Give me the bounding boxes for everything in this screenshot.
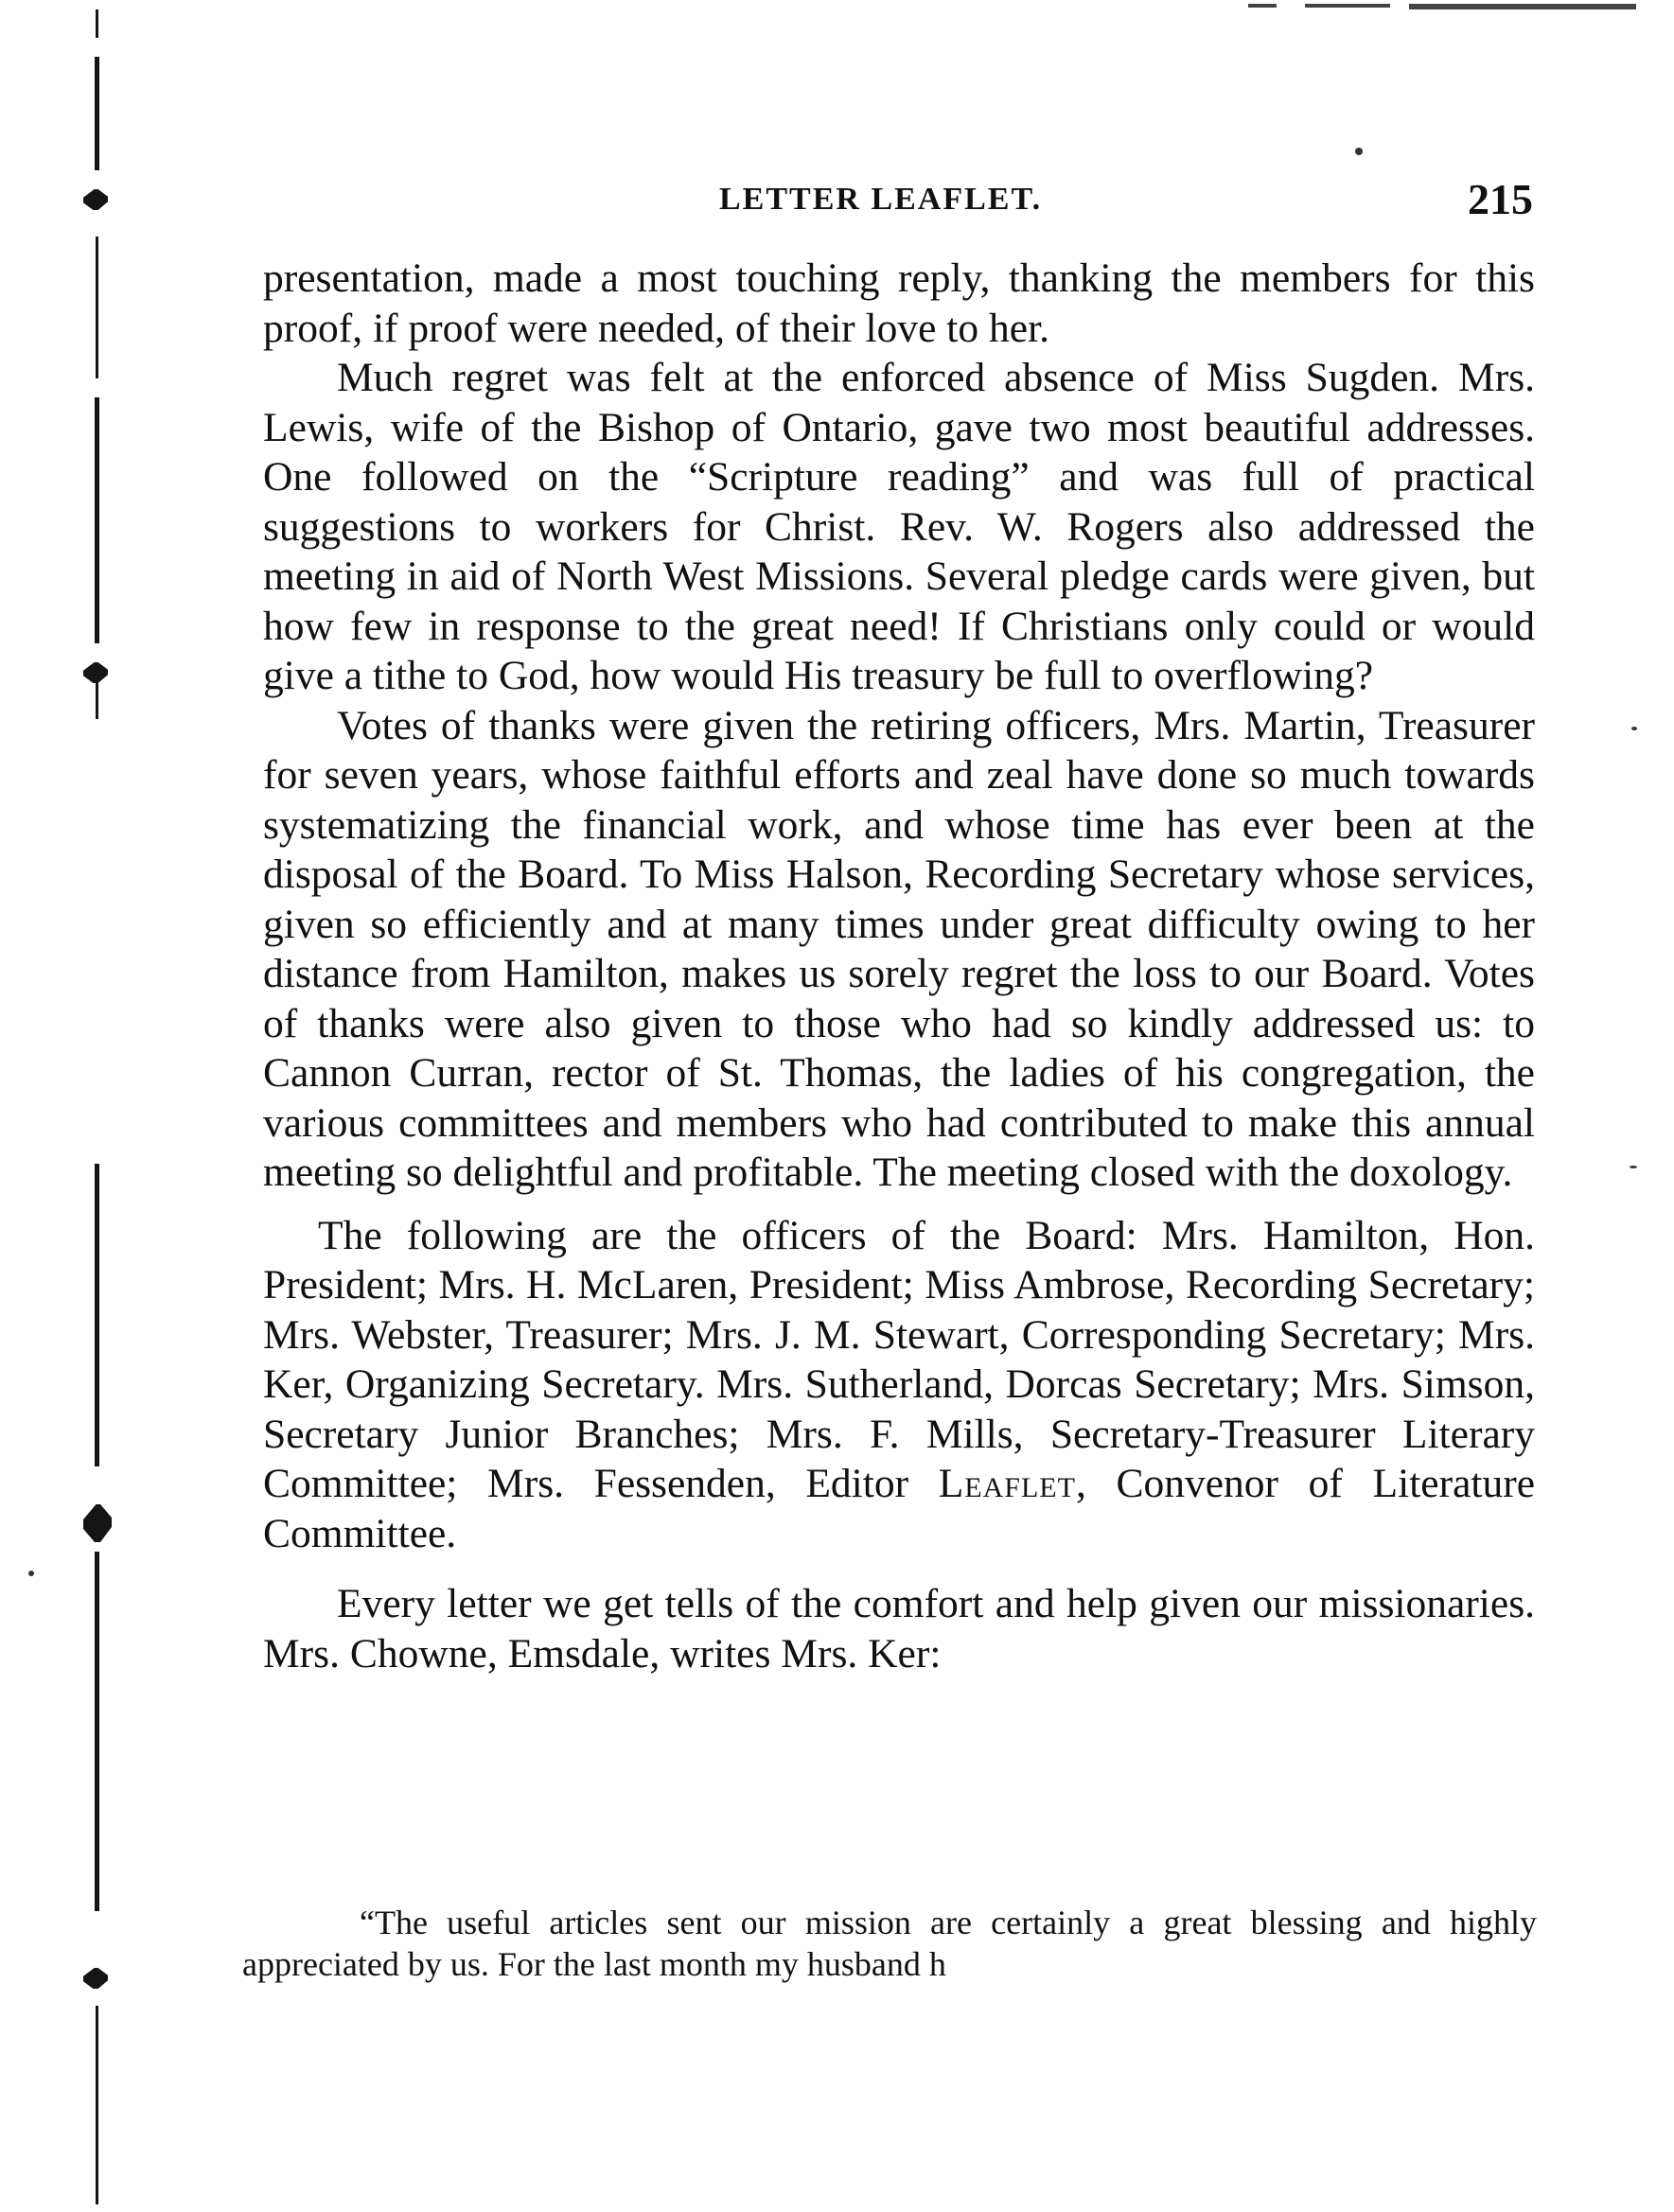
letter-intro: Every letter we get tells of the comfort and help given our missionaries. Mrs. Chowne, Emsdale, writes Mrs. Ker:: [263, 1581, 1535, 1677]
scan-speck: [1631, 727, 1637, 730]
letter-quote: [242, 1902, 1537, 1985]
paragraph-3: Votes of thanks were given the retiring officers, Mrs. Martin, Treasurer for seven years, whose faithful efforts and zeal have done so much towards systematizing the financial work, and whose time has ever been at the disposal of the Board. To Miss Halson, Recording Secretary whose services, given so efficiently and at many times under great difficulty owing to her distance from Hamilton, makes us sorely regret the loss to our Board. Votes of thanks were also given to those who had so kindly addressed us: to Cannon Curran, rector of St. Thomas, the ladies of his congregation, the various committees and members who had contributed to make this annual meeting so delightful and profitable. The meeting closed with the doxology.: [263, 702, 1535, 1195]
paragraph-1: presentation, made a most touching reply, thanking the members for this proof, if proof were needed, of their love to her.: [263, 255, 1535, 351]
page-number: 215: [1468, 175, 1533, 223]
leaflet-title: Leaflet: [938, 1461, 1076, 1506]
officers-text-end: , Convenor of Literature Committee.: [263, 1461, 1536, 1556]
running-title: LETTER LEAFLET.: [719, 182, 1043, 217]
scan-noise: [1220, 0, 1674, 17]
quote-text: “The useful articles sent our mission are certainly a great blessing and highly appreciated by us. For the last month my husband h: [242, 1904, 1537, 1983]
scan-speck: [1630, 1166, 1637, 1168]
officers-text: The following are the officers of the Board: Mrs. Hamilton, Hon. President; Mrs. H. McLaren, President; Miss Ambrose, Recording Secretary; Mrs. Webster, Treasurer; Mrs. J. M. Stewart, Corresponding Secretary; Mrs. Ker, Organizing Secretary. Mrs. Sutherland, Dorcas Secretary; Mrs. Simson, Secretary Junior Branches; Mrs. F. Mills, Secretary-Treasurer Literary Committee; Mrs. Fessenden, Editor: [263, 1212, 1535, 1506]
binding-edge: [79, 0, 108, 2212]
page-header: [265, 175, 1533, 237]
paragraph-2: Much regret was felt at the enforced absence of Miss Sugden. Mrs. Lewis, wife of the Bishop of Ontario, gave two most beautiful addresses. One followed on the “Scripture reading” and was full of practical suggestions to workers for Christ. Rev. W. Rogers also addressed the meeting in aid of North West Missions. Several pledge cards were given, but how few in response to the great need! If Christians only could or would give a tithe to God, how would His treasury be full to overflowing?: [263, 355, 1535, 698]
body-text: [263, 254, 1535, 1678]
scan-speck: [1355, 148, 1363, 155]
officers-paragraph: [263, 1211, 1535, 1559]
scan-speck: [28, 1571, 34, 1576]
